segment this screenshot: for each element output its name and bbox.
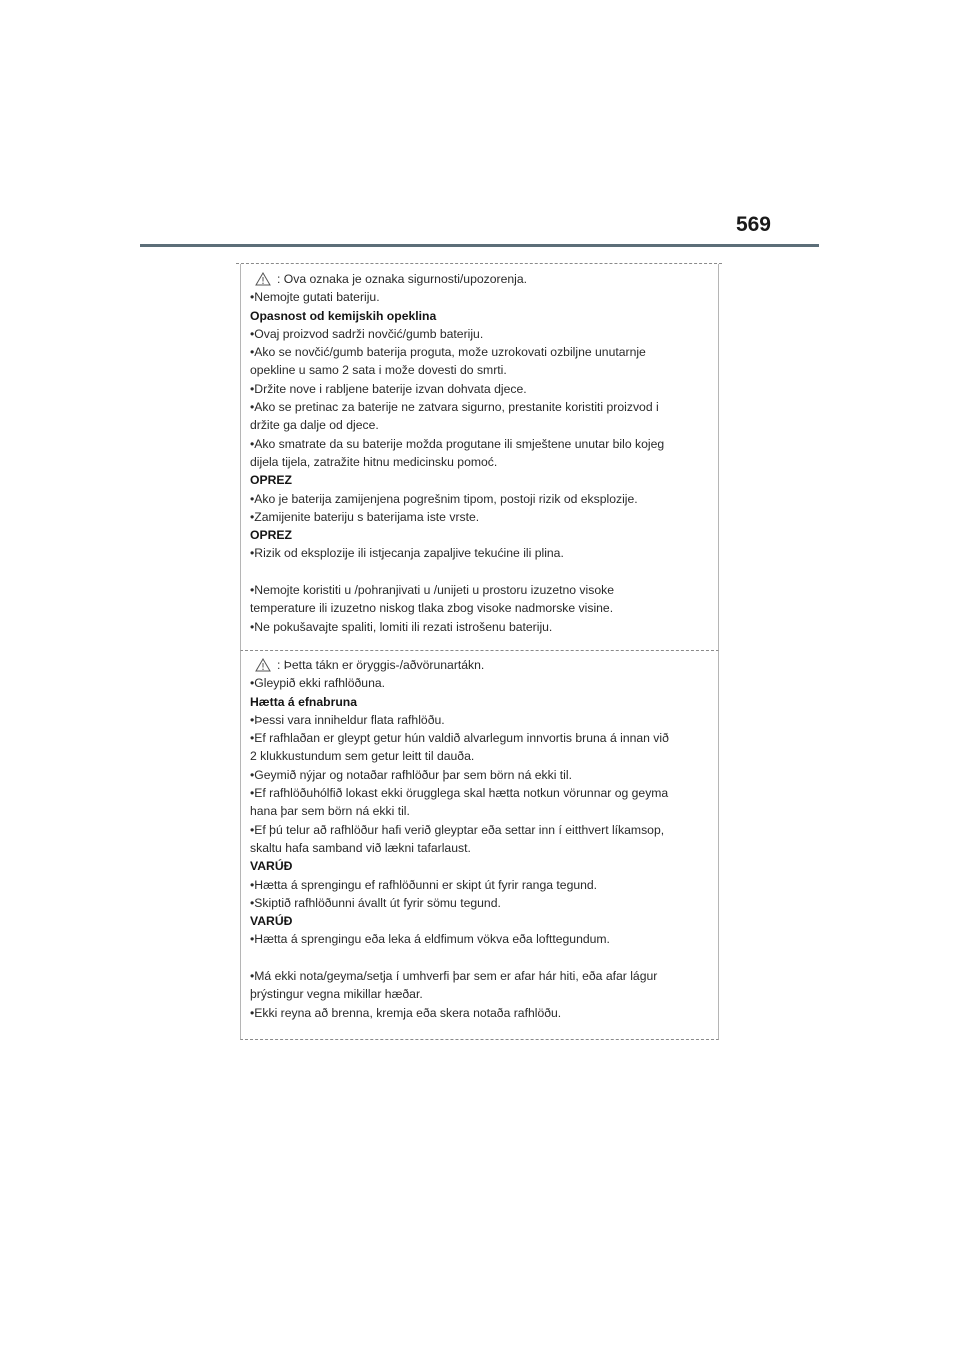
- text-line: temperature ili izuzetno niskog tlaka zbog visoke nadmorske visine.: [250, 601, 614, 616]
- text-line: •Ef rafhlaðan er gleypt getur hún valdið alvarlegum innvortis bruna á innan við: [250, 731, 669, 746]
- text-line: •Má ekki nota/geyma/setja í umhverfi þar sem er afar hár hiti, eða afar lágur: [250, 969, 658, 984]
- section-heading: VARÚÐ: [250, 859, 293, 874]
- blank-line: [250, 949, 718, 967]
- text-line: •Nemojte koristiti u /pohranjivati u /unijeti u prostoru izuzetno visoke: [250, 583, 614, 598]
- text-line: •Zamijenite bateriju s baterijama iste vrste.: [250, 509, 480, 524]
- text-line: •Skiptið rafhlöðunni ávallt út fyrir sömu tegund.: [250, 895, 501, 910]
- icelandic-symbol-note: : Þetta tákn er öryggis-/aðvörunartákn.: [277, 658, 485, 672]
- text-line: •Hætta á sprengingu eða leka á eldfimum vökva eða lofttegundum.: [250, 932, 610, 947]
- icelandic-symbol-note-row: [250, 656, 718, 674]
- text-line: 2 klukkustundum sem getur leitt til dauða.: [250, 749, 475, 764]
- text-line: •Ekki reyna að brenna, kremja eða skera notaða rafhlöðu.: [250, 1005, 562, 1020]
- text-line: •Rizik od eksplozije ili istjecanja zapaljive tekućine ili plina.: [250, 546, 564, 561]
- section-heading: VARÚÐ: [250, 914, 293, 929]
- page-number: 569: [735, 213, 771, 236]
- text-line: •Ef þú telur að rafhlöður hafi verið gleyptar eða settar inn í eitthvert líkamsop,: [250, 822, 665, 837]
- text-line: •Ne pokušavajte spaliti, lomiti ili rezati istrošenu bateriju.: [250, 619, 553, 634]
- warning-triangle-icon: [255, 272, 271, 286]
- text-line: •Držite nove i rabljene baterije izvan dohvata djece.: [250, 381, 527, 396]
- croatian-symbol-note: : Ova oznaka je oznaka sigurnosti/upozorenja.: [277, 272, 527, 286]
- croatian-text-lines: [250, 288, 718, 636]
- text-line: •Ef rafhlöðuhólfið lokast ekki örugglega skal hætta notkun vörunnar og geyma: [250, 786, 669, 801]
- text-line: •Ako se pretinac za baterije ne zatvara sigurno, prestanite koristiti proizvod i: [250, 400, 659, 415]
- text-line: •Hætta á sprengingu ef rafhlöðunni er skipt út fyrir ranga tegund.: [250, 877, 598, 892]
- text-line: þrýstingur vegna mikillar hæðar.: [250, 987, 423, 1002]
- croatian-warning-section: [240, 264, 719, 650]
- text-line: •Ako se novčić/gumb baterija proguta, može uzrokovati ozbiljne unutarnje: [250, 345, 646, 360]
- croatian-symbol-note-row: [250, 270, 718, 288]
- warning-triangle-icon: [255, 658, 271, 672]
- text-line: •Geymið nýjar og notaðar rafhlöður þar sem börn ná ekki til.: [250, 767, 572, 782]
- text-line: •Nemojte gutati bateriju.: [250, 290, 380, 305]
- text-line: •Ako smatrate da su baterije možda progutane ili smještene unutar bilo kojeg: [250, 436, 665, 451]
- text-line: •Þessi vara inniheldur flata rafhlöðu.: [250, 712, 445, 727]
- section-heading: Opasnost od kemijskih opeklina: [250, 308, 437, 323]
- section-heading: OPREZ: [250, 473, 292, 488]
- icelandic-text-lines: [250, 674, 718, 1022]
- text-line: hana þar sem börn ná ekki til.: [250, 804, 410, 819]
- header-rule: [140, 244, 819, 247]
- blank-line: [250, 563, 718, 581]
- section-heading: Hætta á efnabruna: [250, 694, 357, 709]
- text-line: dijela tijela, zatražite hitnu medicinsku pomoć.: [250, 454, 498, 469]
- text-line: •Ovaj proizvod sadrži novčić/gumb bateriju.: [250, 326, 484, 341]
- text-line: •Ako je baterija zamijenjena pogrešnim tipom, postoji rizik od eksplozije.: [250, 491, 638, 506]
- icelandic-warning-section: [240, 650, 719, 1040]
- text-line: •Gleypið ekki rafhlöðuna.: [250, 676, 386, 691]
- text-line: opekline u samo 2 sata i može dovesti do smrti.: [250, 363, 507, 378]
- text-line: držite ga dalje od djece.: [250, 418, 379, 433]
- section-heading: OPREZ: [250, 528, 292, 543]
- text-line: skaltu hafa samband við lækni tafarlaust.: [250, 840, 471, 855]
